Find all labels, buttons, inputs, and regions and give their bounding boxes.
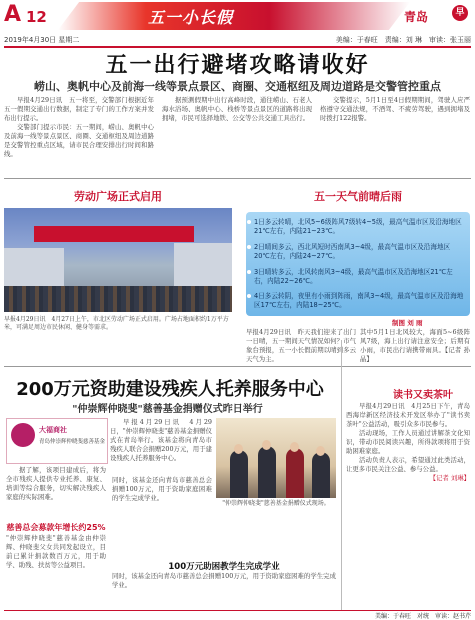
article2-column-3: "仲崇辉仲晓斐"慈善基金由仲崇辉、仲晓斐父女共同发起设立，目前已累计捐款数百万元，用于助学、助残、扶贫等公益项目。 <box>6 534 106 569</box>
lead-paragraph: 交警部门提示市民：五一期间，崂山、奥帆中心及前海一线等景点景区、商圈、交通枢纽及周边道路是交警管控重点区域，请市民合理安排出行时间和路线。 <box>4 123 154 158</box>
sidebar-paragraph: 活动负责人表示，希望通过此类活动，让更多市民关注公益、参与公益。 <box>346 456 470 473</box>
editor-credits: 美编：于春旺 责编：刘 琳 审读：张玉丽 <box>335 36 471 44</box>
weather-forecast-graphic <box>246 212 470 316</box>
masthead <box>0 0 475 34</box>
lead-subheadline: 崂山、奥帆中心及前海一线等景点景区、商圈、交通枢纽及周边道路是交警管控重点 <box>34 80 441 93</box>
issue-date: 2019年4月30日 星期二 <box>4 36 80 44</box>
lead-paragraph: 早报4月29日讯 五一将至，交警部门根据近年五一假期交通出行数据，制定了专门的工作方案并发布出行提示。 <box>4 96 154 122</box>
weather-title: 五一天气前晴后雨 <box>314 190 402 203</box>
lead-column-2 <box>162 96 312 123</box>
sidebar-body <box>346 402 470 483</box>
donation-ceremony-photo <box>216 418 336 498</box>
section-title: 五一小长假 <box>148 8 234 27</box>
sponsor-line: 青岛仲崇辉仲晓斐慈善基金 <box>39 439 106 445</box>
page-number: 12 <box>26 8 47 26</box>
footer-credits: 美编：于春旺 对统 审读：赵书芹 <box>374 613 471 620</box>
lead-column-3 <box>320 96 470 123</box>
article2-subhead-1: 慈善总会募款年增长约25% <box>6 523 106 532</box>
article2-column-1 <box>110 418 212 463</box>
article2-headline: 200万元资助建设残疾人托养服务中心 <box>16 379 324 400</box>
dateline <box>4 34 471 48</box>
lead-paragraph: 据预测假期中出行高峰时段，通往崂山、石老人海水浴场、奥帆中心、栈桥等景点景区的道路将出现拥堵，市民可选择地铁、公交等公共交通工具出行。 <box>162 96 312 122</box>
sidebar-credit: 【记者 刘琳】 <box>429 474 470 482</box>
weather-day-1: 1日多云转晴，北风5~6级阵风7级转4~5级，最高气温市区及沿海地区21℃左右，内陆21~23℃。 <box>254 218 464 236</box>
newspaper-brand: 青岛 <box>404 10 429 24</box>
article2-column-2 <box>6 466 106 502</box>
photo1-caption: 早报4月29日讯 4月27日上午，市北区劳动广场正式启用。广场占地面积约1万平方米，可满足周边市民休闲、健身等需求。 <box>4 316 229 331</box>
article2-subheadline: "仲崇辉仲晓斐"慈善基金捐赠仪式昨日举行 <box>72 404 263 415</box>
section-banner <box>58 2 410 30</box>
article2-subhead-2: 100万元助困教学生完成学业 <box>168 562 280 572</box>
sponsor-logo-box <box>6 418 108 464</box>
lead-paragraph: 交警提示，5月1日至4日假期期间，驾驶人应严格遵守交通法规，不酒驾、不疲劳驾驶，遇到拥堵及时拨打122报警。 <box>320 96 470 122</box>
sidebar-headline: 读书又卖茶叶 <box>393 390 453 401</box>
sidebar-rule <box>341 340 342 610</box>
sponsor-logo-icon <box>11 423 35 447</box>
article2-paragraph: 早报4月29日讯 4月29日，"仲崇辉仲晓斐"慈善基金捐赠仪式在青岛举行。该基金将向青岛市残疾人联合会捐赠200万元，用于建设残疾人托养服务中心。 <box>110 418 212 462</box>
article2-column-4: 同时，该基金还向青岛市慈善总会捐赠100万元，用于资助家庭困难的学生完成学业。 <box>112 476 212 502</box>
divider <box>4 366 471 367</box>
page-number-box <box>4 4 50 26</box>
sponsor-name: 大福商社 <box>39 426 67 434</box>
photo2-caption: "仲崇辉仲晓斐"慈善基金捐赠仪式现场。 <box>222 500 330 507</box>
labor-square-photo <box>4 208 232 312</box>
article2-column-5: 同时，该基金还向青岛市慈善总会捐赠100万元，用于资助家庭困难的学生完成学业。 <box>112 572 336 589</box>
lead-column-1 <box>4 96 154 159</box>
page-footer <box>4 610 471 619</box>
divider <box>4 178 471 179</box>
page-letter: A <box>4 2 22 27</box>
weather-body: 早报4月29日讯 昨天我们迎来了出门一日晴，五一期间天气情况如何？市气象台预报，五一小长假前期以晴到多云天气为主。 <box>246 328 356 363</box>
article2-paragraph: 据了解，该项目建成后，将为全市残疾人提供专业托养、康复、培训等综合服务，切实解决残疾人家庭的实际困难。 <box>6 466 106 501</box>
lead-headline: 五一出行避堵攻略请收好 <box>105 53 370 78</box>
weather-day-2: 2日晴间多云，西北风短时西南风3~4级，最高气温市区及沿海地区20℃左右，内陆24~27℃。 <box>254 243 464 261</box>
weather-credit: 制图 刘 雨 <box>392 319 423 327</box>
weather-day-3: 3日晴转多云，北风转南风3~4级，最高气温市区及沿海地区21℃左右，内陆22~26℃。 <box>254 268 464 286</box>
photo1-title: 劳动广场正式启用 <box>74 190 162 203</box>
sidebar-paragraph: 活动现场，工作人员通过讲解茶文化知识，带动市民阅读兴趣，所得款项将用于资助困难家庭。 <box>346 429 470 455</box>
weather-body-2: 其中5月1日北风较大，海面5~6级阵风7级，海上出行请注意安全；后期有小雨，市民出行请携带雨具。【记者 孙晶】 <box>360 328 470 363</box>
brand-logo-icon: 早报 <box>452 5 468 21</box>
weather-day-4: 4日多云转阴，夜里有小雨到阵雨，南风3~4级，最高气温市区及沿海地区17℃左右，内陆18~25℃。 <box>254 292 464 309</box>
sidebar-paragraph: 早报4月29日讯 4月25日下午，青岛西海岸新区经济技术开发区举办了"读书卖茶叶"公益活动，吸引众多市民参与。 <box>346 402 470 428</box>
